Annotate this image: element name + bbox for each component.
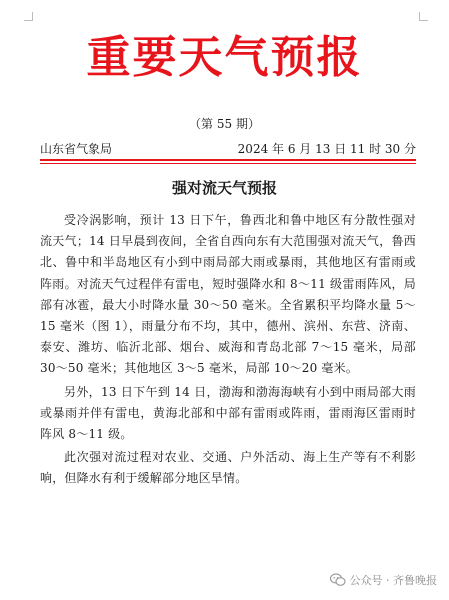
wechat-icon [330,573,346,587]
issuing-agency: 山东省气象局 [40,142,113,156]
body-paragraph: 另外，13 日下午到 14 日，渤海和渤海海峡有小到中雨局部大雨或暴雨并伴有雷电，黄海北部和中部有雷雨或阵雨，雷雨海区雷雨时阵风 8～11 级。 [40,384,416,442]
document-title: 强对流天气预报 [171,179,277,197]
watermark-text: 公众号 · 齐鲁晚报 [349,574,437,587]
source-watermark [330,572,438,588]
document-body [40,210,416,492]
header-rule-thin [40,163,416,164]
crop-mark-top-left [24,12,33,21]
masthead-title: 重要天气预报 [86,32,363,83]
crop-mark-top-right [419,12,428,21]
issue-number: （第 55 期） [189,117,260,131]
issue-datetime: 2024 年 6 月 13 日 11 时 30 分 [237,142,416,156]
body-paragraph: 受冷涡影响，预计 13 日下午，鲁西北和鲁中地区有分散性强对流天气；14 日早晨到夜间，全省自西向东有大范围强对流天气，鲁西北、鲁中和半岛地区有小到中雨局部大雨或暴雨，其他地区有雷雨或阵雨。对流天气过程伴有雷电，短时强降水和 8～11 级雷雨阵风，局部有冰雹，最大小时降水量 30～50 毫米。全省累积平均降水量 5～15 毫米（图 1），雨量分布不均，其中，德州、滨州、东营、济南、泰安、潍坊、临沂北部、烟台、威海和青岛北部 7～15 毫米，局部 30～50 毫米；其他地区 3～5 毫米，局部 10～20 毫米。 [40,213,416,376]
body-paragraph: 此次强对流过程对农业、交通、户外活动、海上生产等有不利影响，但降水有利于缓解部分地区旱情。 [40,450,416,486]
header-rule-thick [40,159,416,161]
